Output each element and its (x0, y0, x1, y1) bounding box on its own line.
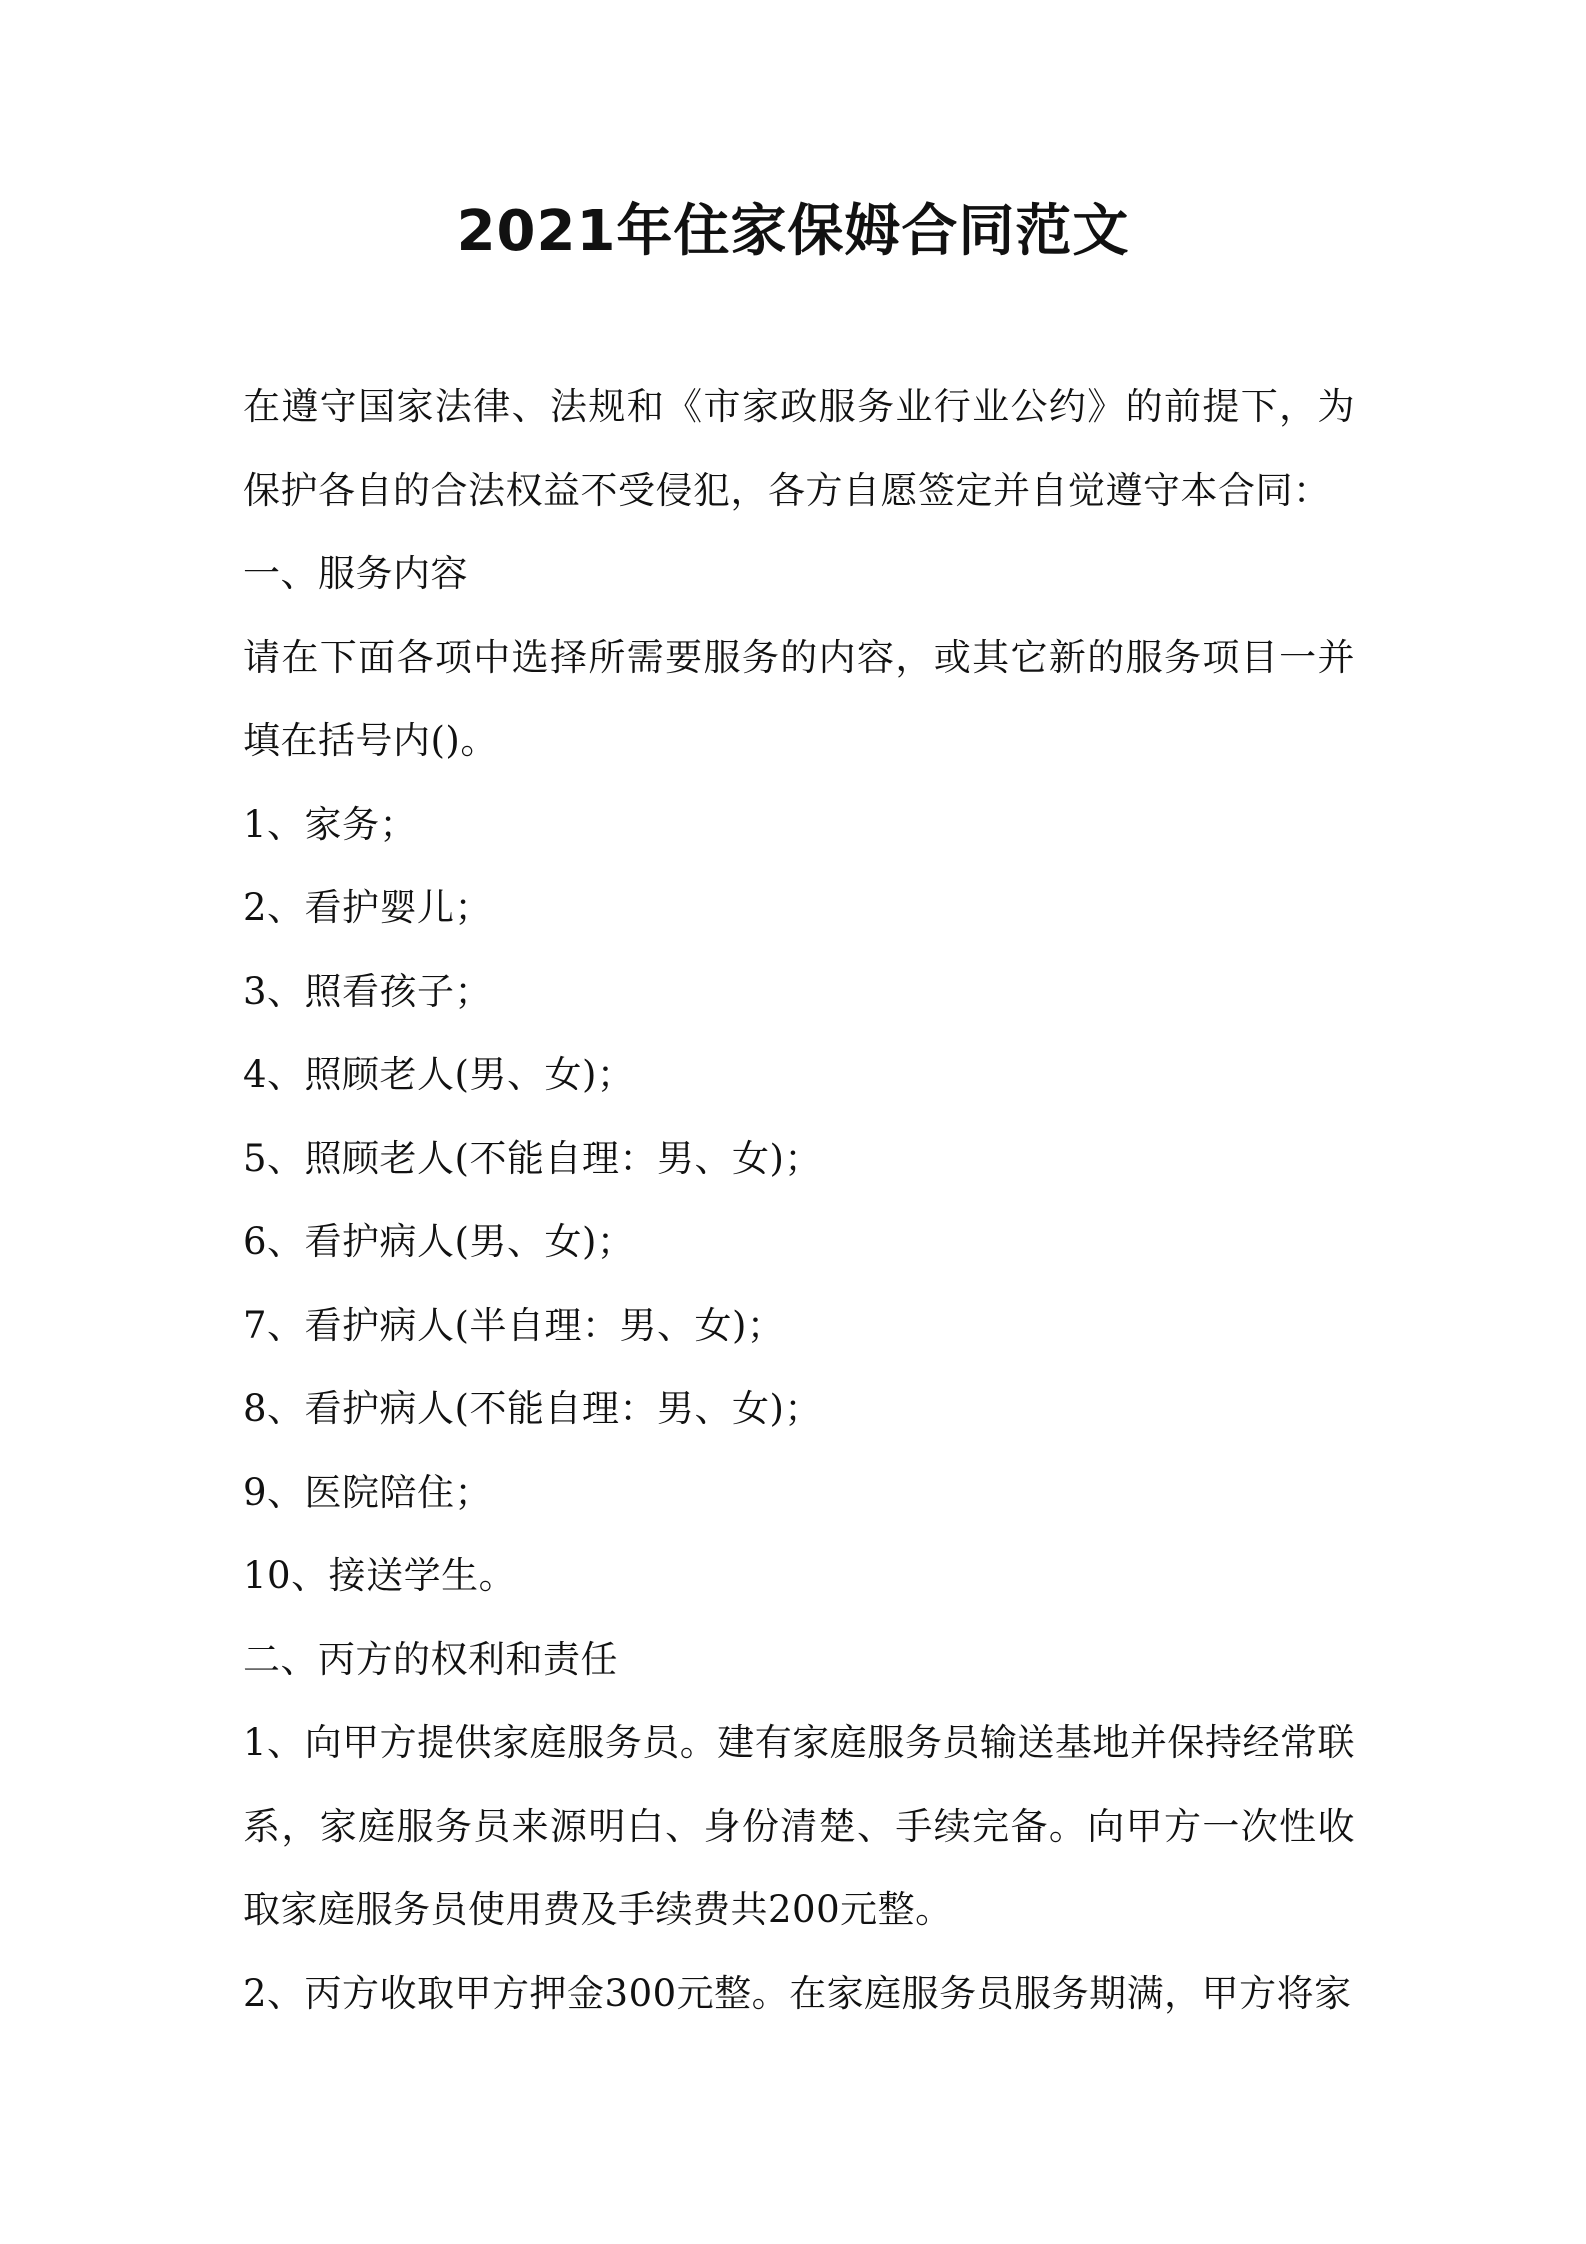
service-item: 2、看护婴儿； (243, 886, 493, 929)
preamble-paragraph: 在遵守国家法律、法规和《市家政服务业行业公约》的前提下，为保护各自的合法权益不受侵犯，各方自愿签定并自觉遵守本合同： (243, 385, 1355, 512)
service-item: 9、医院陪住； (243, 1470, 493, 1514)
service-item: 8、看护病人(不能自理：男、女)； (243, 1387, 822, 1430)
service-item: 1、家务； (243, 802, 418, 846)
service-instruction-paragraph: 请在下面各项中选择所需要服务的内容，或其它新的服务项目一并填在括号内()。 (243, 635, 1355, 762)
clause-paragraph: 2、丙方收取甲方押金300元整。在家庭服务员服务期满，甲方将家 (243, 1971, 1352, 2015)
document-title: 2021年住家保姆合同范文 (456, 199, 1130, 264)
section-heading-service-content: 一、服务内容 (243, 552, 468, 595)
service-item: 4、照顾老人(男、女)； (243, 1053, 635, 1096)
section-heading-rights-responsibilities: 二、丙方的权利和责任 (243, 1637, 618, 1681)
service-item: 10、接送学生。 (243, 1554, 517, 1597)
clause-paragraph: 1、向甲方提供家庭服务员。建有家庭服务员输送基地并保持经常联系，家庭服务员来源明白、身份清楚、手续完备。向甲方一次性收取家庭服务员使用费及手续费共200元整。 (243, 1721, 1355, 1931)
service-item: 3、照看孩子； (243, 969, 493, 1013)
service-item: 5、照顾老人(不能自理：男、女)； (243, 1136, 822, 1180)
service-item: 6、看护病人(男、女)； (243, 1220, 635, 1263)
document-body (243, 365, 1355, 2035)
service-item: 7、看护病人(半自理：男、女)； (243, 1303, 785, 1347)
